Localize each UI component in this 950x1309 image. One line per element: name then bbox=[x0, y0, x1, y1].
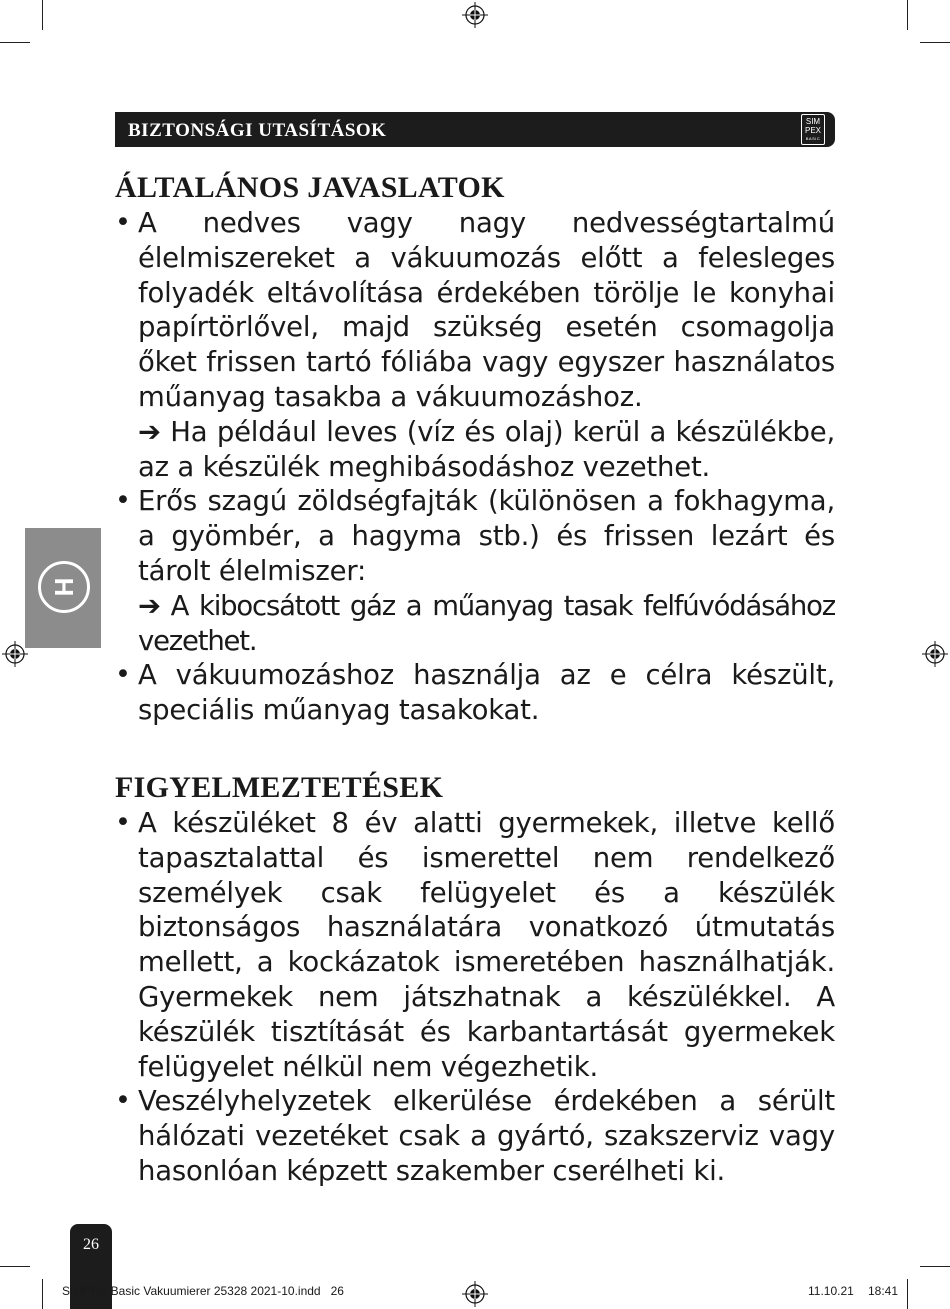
arrow-note bbox=[138, 415, 835, 485]
section-header-bar bbox=[115, 112, 835, 147]
arrow-right-icon: ➔ bbox=[138, 589, 160, 622]
registration-mark-icon bbox=[462, 2, 488, 28]
crop-mark bbox=[907, 1279, 908, 1309]
bullet-item bbox=[115, 658, 835, 728]
print-slug-date: 11.10.21 bbox=[808, 1284, 854, 1298]
logo-line: PEX bbox=[804, 126, 821, 135]
section-heading: FIGYELMEZTETÉSEK bbox=[115, 770, 444, 804]
bullet-icon: • bbox=[115, 485, 131, 517]
crop-mark bbox=[0, 42, 30, 43]
bullet-item bbox=[115, 484, 835, 658]
brand-logo bbox=[801, 114, 825, 145]
bullet-icon: • bbox=[115, 1085, 131, 1117]
arrow-note bbox=[138, 589, 835, 659]
registration-mark-icon bbox=[462, 1281, 488, 1307]
registration-mark-icon bbox=[922, 641, 948, 667]
bullet-icon: • bbox=[115, 806, 131, 838]
print-slug-time: 18:41 bbox=[868, 1284, 899, 1298]
note-text: A kibocsátott gáz a műanyag tasak felfúvódásához vezethet. bbox=[138, 589, 835, 657]
note-text: Ha például leves (víz és olaj) kerül a készülékbe, az a készülék meghibásodáshoz vezethet. bbox=[138, 415, 835, 483]
bullet-item bbox=[115, 806, 835, 1084]
bullet-icon: • bbox=[115, 659, 131, 691]
section-heading: ÁLTALÁNOS JAVASLATOK bbox=[115, 171, 505, 204]
language-letter: H bbox=[49, 577, 79, 597]
language-badge bbox=[38, 561, 90, 613]
crop-mark bbox=[920, 42, 950, 43]
page-number: 26 bbox=[83, 1236, 99, 1253]
bullet-text: A nedves vagy nagy nedvességtartalmú élelmiszereket a vákuumozás előtt a felesleges folyadék eltávolítása érdekében törölje le konyhai papírtörlővel, majd szükség esetén csomagolja őket frissen tartó fóliába vagy egyszer használatos műanyag tasakba a vákuumozáshoz. bbox=[138, 207, 835, 413]
logo-line: SIM bbox=[805, 117, 821, 126]
crop-mark bbox=[907, 0, 908, 30]
bullet-item bbox=[115, 206, 835, 484]
bullet-text: A készüléket 8 év alatti gyermekek, illetve kellő tapasztalattal és ismerettel nem rendelkező személyek csak felügyelet és a készülék biztonságos használatára vonatkozó útmutatás mellett, a kockázatok ismeretében használhatják. Gyermekek nem játszhatnak a készülékkel. A készülék tisztítását és karbantartását gyermekek felügyelet nélkül nem végezhetik. bbox=[138, 806, 835, 1083]
crop-mark bbox=[920, 1266, 950, 1267]
crop-mark bbox=[42, 1279, 43, 1309]
bullet-item bbox=[115, 1084, 835, 1188]
language-side-tab bbox=[25, 528, 101, 648]
bullet-text: Erős szagú zöldségfajták (különösen a fokhagyma, a gyömbér, a hagyma stb.) és frissen lezárt és tárolt élelmiszer: bbox=[138, 485, 835, 587]
print-slug-file: SIMPEX Basic Vakuumierer 25328 2021-10.indd 26 bbox=[62, 1284, 344, 1298]
logo-line: BASIC bbox=[805, 136, 821, 141]
main-content bbox=[115, 170, 835, 1189]
bullet-text: Veszélyhelyzetek elkerülése érdekében a sérült hálózati vezetéket csak a gyártó, szakszerviz vagy hasonlóan képzett szakember cserélheti ki. bbox=[138, 1085, 835, 1187]
crop-mark bbox=[0, 1266, 30, 1267]
section-header-title: BIZTONSÁGI UTASÍTÁSOK bbox=[128, 120, 387, 141]
bullet-icon: • bbox=[115, 207, 131, 238]
crop-mark bbox=[42, 0, 43, 30]
arrow-right-icon: ➔ bbox=[138, 415, 161, 448]
bullet-text: A vákuumozáshoz használja az e célra készült, speciális műanyag tasakokat. bbox=[138, 659, 835, 727]
